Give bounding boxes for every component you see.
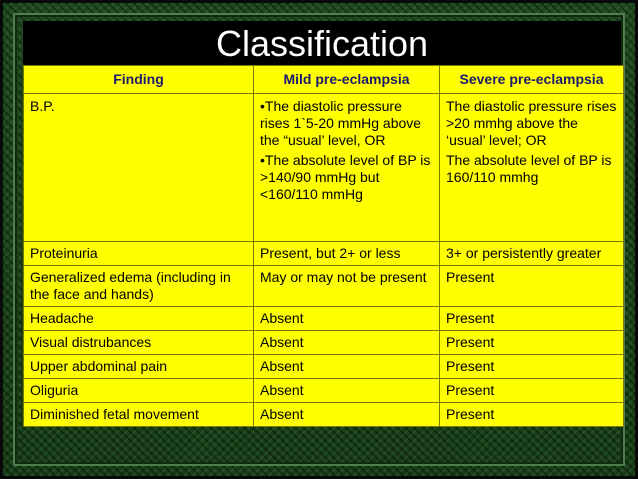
mild-cell: Absent <box>254 403 440 427</box>
header-row <box>24 66 624 94</box>
severe-text: The absolute level of BP is 160/110 mmhg <box>446 152 612 185</box>
mild-cell: Absent <box>254 355 440 379</box>
finding-cell <box>24 94 254 242</box>
table-row <box>24 307 624 331</box>
severe-cell: 3+ or persistently greater <box>440 242 624 266</box>
mild-cell: Absent <box>254 379 440 403</box>
mild-cell: May or may not be present <box>254 266 440 307</box>
finding-cell: Proteinuria <box>24 242 254 266</box>
table-row <box>24 242 624 266</box>
classification-table-wrap <box>23 65 623 427</box>
table-row <box>24 94 624 242</box>
mild-cell: Present, but 2+ or less <box>254 242 440 266</box>
finding-cell: Generalized edema (including in the face and hands) <box>24 266 254 307</box>
table-row <box>24 403 624 427</box>
classification-table <box>23 65 624 427</box>
slide-title: Classification <box>215 23 429 64</box>
severe-cell: Present <box>440 355 624 379</box>
header-mild: Mild pre-eclampsia <box>254 66 440 94</box>
finding-cell: Oliguria <box>24 379 254 403</box>
severe-cell: Present <box>440 331 624 355</box>
table-row <box>24 379 624 403</box>
table-row <box>24 355 624 379</box>
mild-text: •The absolute level of BP is >140/90 mmHg but <160/110 mmHg <box>260 152 431 202</box>
finding-text: B.P. <box>30 98 55 114</box>
table-row <box>24 266 624 307</box>
header-finding: Finding <box>24 66 254 94</box>
mild-cell: Absent <box>254 307 440 331</box>
severe-text: The diastolic pressure rises >20 mmhg above the ‘usual’ level; OR <box>446 98 617 148</box>
severe-cell: Present <box>440 307 624 331</box>
finding-cell: Upper abdominal pain <box>24 355 254 379</box>
mild-text: •The diastolic pressure rises 1`5-20 mmHg above the “usual’ level, OR <box>260 98 422 148</box>
severe-cell: Present <box>440 403 624 427</box>
finding-cell: Visual distrubances <box>24 331 254 355</box>
finding-cell: Diminished fetal movement <box>24 403 254 427</box>
severe-cell: Present <box>440 266 624 307</box>
severe-cell: Present <box>440 379 624 403</box>
header-severe: Severe pre-eclampsia <box>440 66 624 94</box>
table-row <box>24 331 624 355</box>
mild-cell <box>254 94 440 242</box>
severe-cell <box>440 94 624 242</box>
finding-cell: Headache <box>24 307 254 331</box>
mild-cell: Absent <box>254 331 440 355</box>
